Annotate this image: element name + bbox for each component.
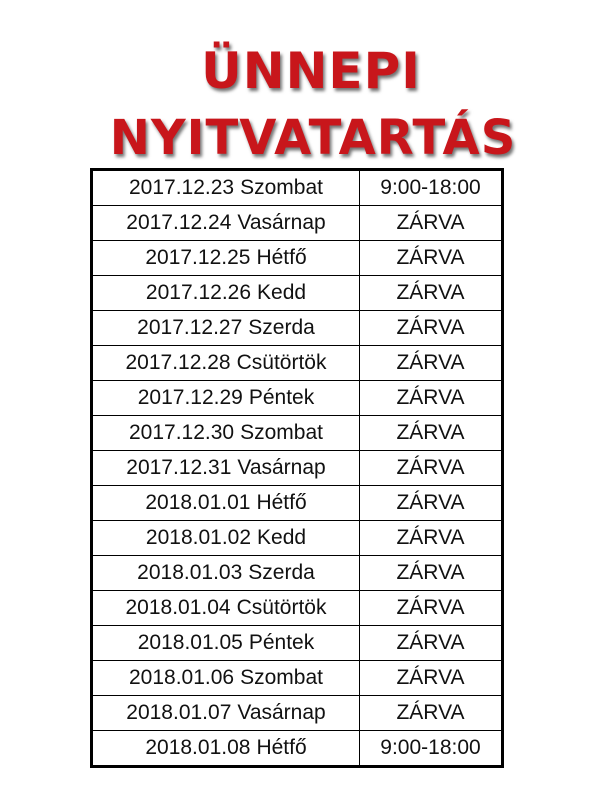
date-day-cell [92, 451, 360, 486]
date-text: 2018.01.02 [145, 526, 252, 549]
date-day-cell [92, 591, 360, 626]
table-row [92, 416, 503, 451]
table-row [92, 276, 503, 311]
date-day-cell [92, 521, 360, 556]
date-day-cell [92, 486, 360, 521]
date-text: 2018.01.08 [145, 736, 251, 759]
weekday-text: Vasárnap [237, 211, 326, 234]
hours-cell: ZÁRVA [360, 661, 503, 696]
table-row [92, 521, 503, 556]
table-row [92, 696, 503, 731]
weekday-text: Kedd [257, 526, 307, 549]
weekday-text: Szerda [248, 561, 315, 584]
date-day-cell [92, 696, 360, 731]
table-row [92, 206, 503, 241]
date-day-cell [92, 241, 360, 276]
hours-cell: ZÁRVA [360, 521, 503, 556]
date-text: 2017.12.25 [145, 246, 251, 269]
date-text: 2018.01.07 [126, 701, 232, 724]
hours-cell: ZÁRVA [360, 591, 503, 626]
table-row [92, 451, 503, 486]
hours-cell: ZÁRVA [360, 311, 503, 346]
hours-cell: ZÁRVA [360, 416, 503, 451]
date-day-cell [92, 346, 360, 381]
table-row [92, 381, 503, 416]
date-text: 2017.12.23 [129, 176, 235, 199]
date-day-cell [92, 311, 360, 346]
table-row [92, 311, 503, 346]
date-day-cell [92, 416, 360, 451]
date-text: 2017.12.24 [126, 211, 232, 234]
hours-cell: ZÁRVA [360, 696, 503, 731]
table-row [92, 626, 503, 661]
weekday-text: Szerda [248, 316, 315, 339]
table-row [92, 170, 503, 206]
date-day-cell [92, 556, 360, 591]
date-text: 2017.12.26 [145, 281, 252, 304]
weekday-text: Szombat [240, 666, 323, 689]
date-day-cell [92, 206, 360, 241]
date-text: 2018.01.03 [137, 561, 243, 584]
date-day-cell [92, 381, 360, 416]
title-line-2: NYITVATARTÁS [109, 110, 517, 166]
hours-cell: ZÁRVA [360, 241, 503, 276]
weekday-text: Hétfő [256, 491, 307, 514]
table-row [92, 661, 503, 696]
date-day-cell [92, 626, 360, 661]
date-text: 2017.12.28 [125, 351, 231, 374]
date-day-cell [92, 170, 360, 206]
opening-hours-table [90, 168, 504, 768]
hours-cell: ZÁRVA [360, 381, 503, 416]
date-text: 2018.01.05 [137, 631, 243, 654]
hours-cell: ZÁRVA [360, 276, 503, 311]
date-text: 2018.01.04 [125, 596, 231, 619]
hours-cell: ZÁRVA [360, 626, 503, 661]
date-text: 2018.01.06 [129, 666, 235, 689]
weekday-text: Csütörtök [236, 351, 327, 374]
date-text: 2017.12.27 [137, 316, 243, 339]
weekday-text: Csütörtök [236, 596, 327, 619]
weekday-text: Péntek [248, 631, 315, 654]
weekday-text: Szombat [240, 176, 323, 199]
weekday-text: Vasárnap [237, 701, 326, 724]
date-day-cell [92, 276, 360, 311]
date-text: 2017.12.29 [137, 386, 243, 409]
hours-cell: ZÁRVA [360, 556, 503, 591]
weekday-text: Kedd [257, 281, 307, 304]
weekday-text: Szombat [240, 421, 323, 444]
hours-cell: ZÁRVA [360, 346, 503, 381]
title-line-1: ÜNNEPI [201, 42, 421, 100]
weekday-text: Péntek [248, 386, 315, 409]
date-day-cell [92, 731, 360, 767]
date-text: 2017.12.30 [129, 421, 235, 444]
weekday-text: Vasárnap [237, 456, 326, 479]
table-row [92, 241, 503, 276]
table-row [92, 346, 503, 381]
table-row [92, 556, 503, 591]
hours-cell: 9:00-18:00 [360, 170, 503, 206]
date-text: 2017.12.31 [126, 456, 232, 479]
date-day-cell [92, 661, 360, 696]
hours-cell: ZÁRVA [360, 206, 503, 241]
hours-cell: 9:00-18:00 [360, 731, 503, 767]
table-row [92, 486, 503, 521]
date-text: 2018.01.01 [145, 491, 251, 514]
weekday-text: Hétfő [256, 736, 307, 759]
hours-cell: ZÁRVA [360, 486, 503, 521]
hours-cell: ZÁRVA [360, 451, 503, 486]
table-row [92, 591, 503, 626]
weekday-text: Hétfő [256, 246, 307, 269]
table-row [92, 731, 503, 767]
opening-hours-rows [92, 170, 503, 767]
